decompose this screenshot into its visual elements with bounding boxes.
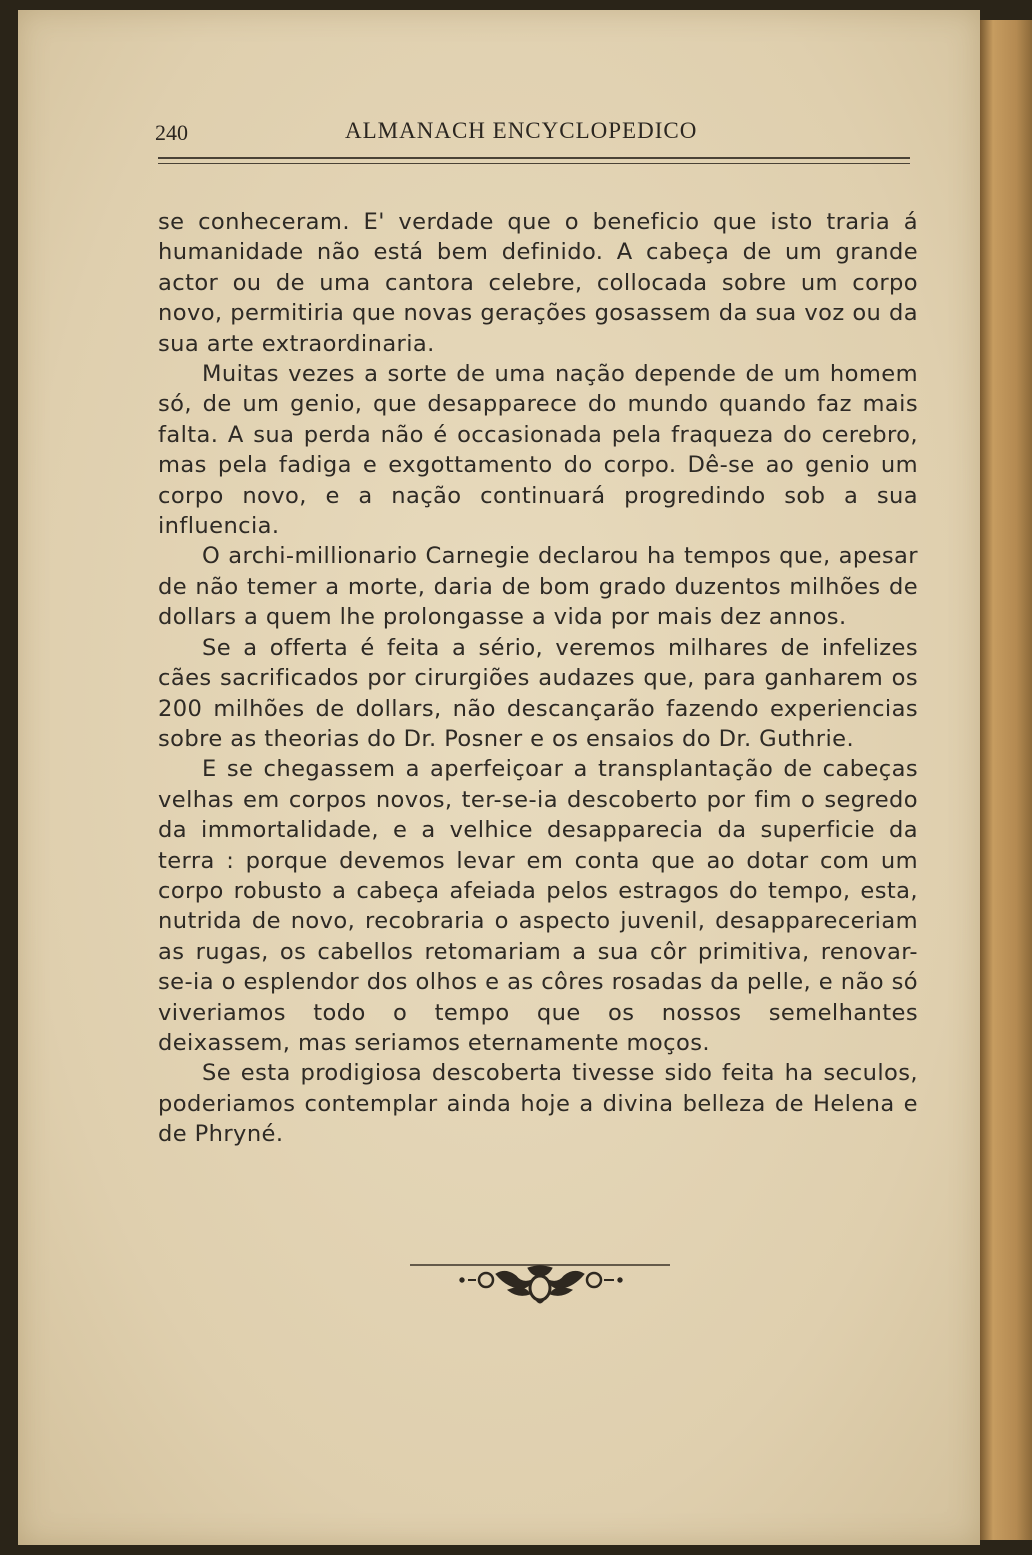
paragraph: O archi-millionario Carnegie declarou ha tempos que, apesar de não temer a morte, daria de bom grado duzentos milhões de dollars a quem lhe prolongasse a vida por mais dez annos. [158,543,918,631]
paragraph: E se chegassem a aperfeiçoar a transplantação de cabeças velhas em corpos novos, ter-se-ia descoberto por fim o segredo da immortalidade, e a velhice desapparecia da superficie da terra : porque devemos levar em conta que ao dotar com um corpo robusto a cabeça afeiada pelos estragos do tempo, esta, nutrida de novo, recobraria o aspecto juvenil, desappareceriam as rugas, os cabellos retomariam a sua côr primitiva, renovar-se-ia o esplendor dos olhos e as côres rosadas da pelle, e não só viveriamos todo o tempo que os nossos semelhantes deixassem, mas seriamos eternamente moços. [158,756,918,1056]
paragraph: Se a offerta é feita a sério, veremos milhares de infelizes cães sacrificados por cirurgiões audazes que, para ganharem os 200 milhões de dollars, não descançarão fazendo experiencias sobre as theorias do Dr. Posner e os ensaios do Dr. Guthrie. [158,634,918,752]
adjacent-page-edge [980,20,1032,1540]
paragraph: se conheceram. E' verdade que o beneficio que isto traria á humanidade não está bem definido. A cabeça de um grande actor ou de uma cantora celebre, collocada sobre um corpo novo, permitiria que novas gerações gosassem da sua voz ou da sua arte extraordinaria. [158,209,918,357]
header-rule-thin [158,163,910,164]
article-body [158,207,918,1150]
header-rule-thick [158,157,910,159]
floral-tailpiece-icon [410,1260,670,1308]
page-header [155,118,915,148]
paragraph: Muitas vezes a sorte de uma nação depende de um homem só, de um genio, que desapparece do mundo quando faz mais falta. A sua perda não é occasionada pela fraqueza do cerebro, mas pela fadiga e exgottamento do corpo. Dê-se ao genio um corpo novo, e a nação continuará progredindo sob a sua influencia. [158,361,918,540]
paragraph: Se esta prodigiosa descoberta tivesse sido feita ha seculos, poderiamos contemplar ainda hoje a divina belleza de Helena e de Phryné. [158,1060,918,1148]
page-number: 240 [155,120,188,145]
running-title: ALMANACH ENCYCLOPEDICO [345,118,698,143]
